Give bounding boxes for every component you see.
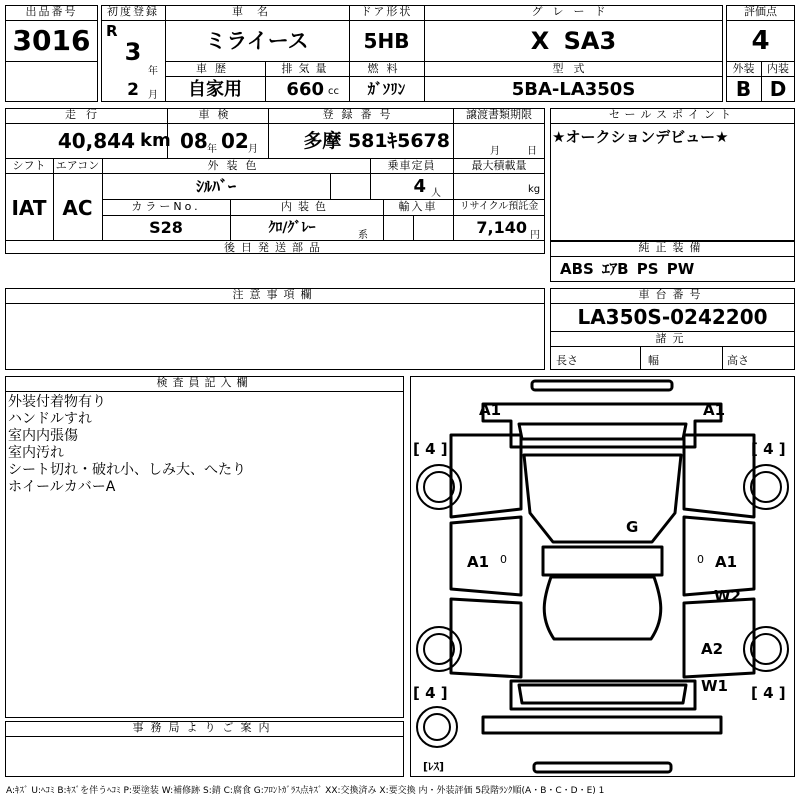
tire-rear-left: [ 4 ]: [413, 684, 448, 702]
caution-label: 注意事項欄: [232, 288, 318, 301]
grade: X SA3: [530, 27, 617, 55]
car-name: ミライース: [205, 29, 309, 53]
transfer-month-unit: 月: [490, 146, 500, 157]
reg-month: 2: [127, 80, 139, 100]
damage-diagram: [410, 376, 795, 777]
office-label: 事務局よりご案内: [132, 721, 277, 734]
mark-right-rear-quarter: A2: [701, 640, 724, 658]
seats-label: 乗車定員: [387, 159, 436, 172]
equipment-label: 純正装備: [638, 241, 707, 254]
inspector-line: 外装付着物有り: [8, 394, 106, 410]
load-label: 最大積載量: [471, 159, 527, 172]
tire-rear-right: [ 4 ]: [751, 684, 786, 702]
plate-label: 登録番号: [322, 108, 399, 121]
cc-value: 660: [286, 79, 324, 100]
car-outline: [411, 377, 794, 776]
grade-label: グレード: [531, 5, 616, 18]
load-unit: kg: [528, 184, 541, 195]
air-conditioner: AC: [62, 196, 93, 220]
history-label: 車歴: [196, 62, 234, 75]
inspect-year-unit: 年: [207, 144, 217, 155]
recycle-unit: 円: [530, 230, 540, 241]
tire-front-left: [ 4 ]: [413, 440, 448, 458]
inspector-line: 室内内張傷: [8, 428, 78, 444]
int-label: 内装: [767, 62, 789, 75]
spec-label: 諸元: [655, 332, 690, 345]
reg-year: 3: [124, 38, 142, 66]
interior-grade: D: [769, 77, 787, 101]
fuel-label: 燃料: [367, 62, 406, 75]
recycle-label: リサイクル預託金: [459, 201, 539, 212]
mark-left-side: A1: [467, 553, 490, 571]
plate-number: 多摩 581ｷ5678: [303, 130, 450, 152]
reg-month-unit: 月: [148, 90, 158, 101]
spare-tire-label: [ﾚｽ]: [423, 760, 445, 773]
reg-label: 初度登録: [107, 5, 159, 18]
mileage-label: 走行: [65, 108, 107, 121]
inspector-line: 室内汚れ: [8, 445, 64, 461]
reg-era: R: [106, 22, 118, 40]
lot-label: 出品番号: [25, 5, 78, 18]
color-label: 外装色: [207, 159, 265, 172]
transfer-label: 譲渡書類期限: [466, 108, 532, 121]
length-label: 長さ: [556, 354, 578, 367]
chassis-number: LA350S-0242200: [577, 305, 768, 329]
mileage-unit: km: [140, 130, 171, 151]
chassis-label: 車台番号: [638, 288, 707, 301]
mark-front-right: A1: [703, 401, 726, 419]
sales-point-label: セールスポイント: [608, 108, 736, 121]
model-label: 型式: [552, 62, 595, 75]
lot-number: 3016: [12, 24, 91, 57]
interior-color-unit: 系: [358, 230, 368, 241]
ext-label: 外装: [732, 62, 755, 75]
door-type: 5HB: [363, 29, 410, 53]
inspector-line: シート切れ・破れ小、しみ大、へたり: [8, 462, 246, 478]
import-label: 輸入車: [398, 200, 438, 213]
seats-unit: 人: [431, 188, 441, 199]
mark-right-rear: W1: [701, 677, 728, 695]
mark-front-left: A1: [479, 401, 502, 419]
cc-label: 排気量: [281, 62, 333, 75]
mark-small-left: 0: [500, 553, 507, 566]
inspector-notes: [8, 394, 398, 496]
name-label: 車名: [232, 5, 282, 18]
mark-right-rear-door: W2: [714, 587, 741, 605]
shift-label: シフト: [12, 159, 46, 172]
reg-year-unit: 年: [148, 66, 158, 77]
mark-right-front-door: A1: [715, 553, 738, 571]
color-number: S28: [149, 218, 183, 237]
inspector-label: 検査員記入欄: [156, 376, 253, 389]
tire-front-right: [ 4 ]: [751, 440, 786, 458]
interior-color: ｸﾛ/ｸﾞﾚｰ: [268, 220, 316, 236]
color-no-label: カラーNo.: [131, 200, 201, 213]
inspect-month: 02: [221, 129, 249, 153]
score-label: 評価点: [744, 5, 777, 18]
later-parts-label: 後日発送部品: [224, 241, 326, 254]
model-code: 5BA-LA350S: [511, 79, 636, 100]
equipment: ABS ｴｱB PS PW: [560, 260, 695, 278]
inspector-line: ホイールカバーA: [8, 479, 116, 495]
width-label: 幅: [648, 354, 659, 367]
exterior-grade: B: [735, 77, 752, 101]
recycle-deposit: 7,140: [476, 218, 527, 237]
fuel: ｶﾞｿﾘﾝ: [367, 80, 406, 98]
cc-unit: cc: [328, 86, 339, 97]
history: 自家用: [188, 79, 242, 100]
interior-color-label: 内装色: [281, 200, 332, 213]
seats: 4: [413, 176, 426, 197]
sales-point: ★オークションデビュー★: [552, 128, 729, 146]
mileage: 40,844: [57, 129, 135, 153]
mark-small-right: 0: [697, 553, 704, 566]
inspect-month-unit: 月: [248, 144, 258, 155]
legend: A:ｷｽﾞ U:ﾍｺﾐ B:ｷｽﾞを伴うﾍｺﾐ P:要塗装 W:補修跡 S:錆 C:腐食 G:ﾌﾛﾝﾄｶﾞﾗｽ点ｷｽﾞ XX:交換済み X:要交換 内・外装評価 5段階ﾗﾝｸ順(A・B・C・D・E) 1: [6, 786, 605, 796]
height-label: 高さ: [727, 354, 749, 367]
mark-windshield: G: [626, 518, 639, 536]
score: 4: [751, 26, 770, 56]
ac-label: エアコン: [55, 159, 100, 172]
shift: IAT: [11, 196, 47, 220]
inspect-label: 車検: [198, 108, 237, 121]
transfer-day-unit: 日: [527, 146, 537, 157]
inspect-year: 08: [180, 129, 208, 153]
door-label: ドア形状: [360, 5, 413, 18]
exterior-color: ｼﾙﾊﾞｰ: [195, 177, 236, 196]
inspector-line: ハンドルすれ: [8, 411, 92, 427]
